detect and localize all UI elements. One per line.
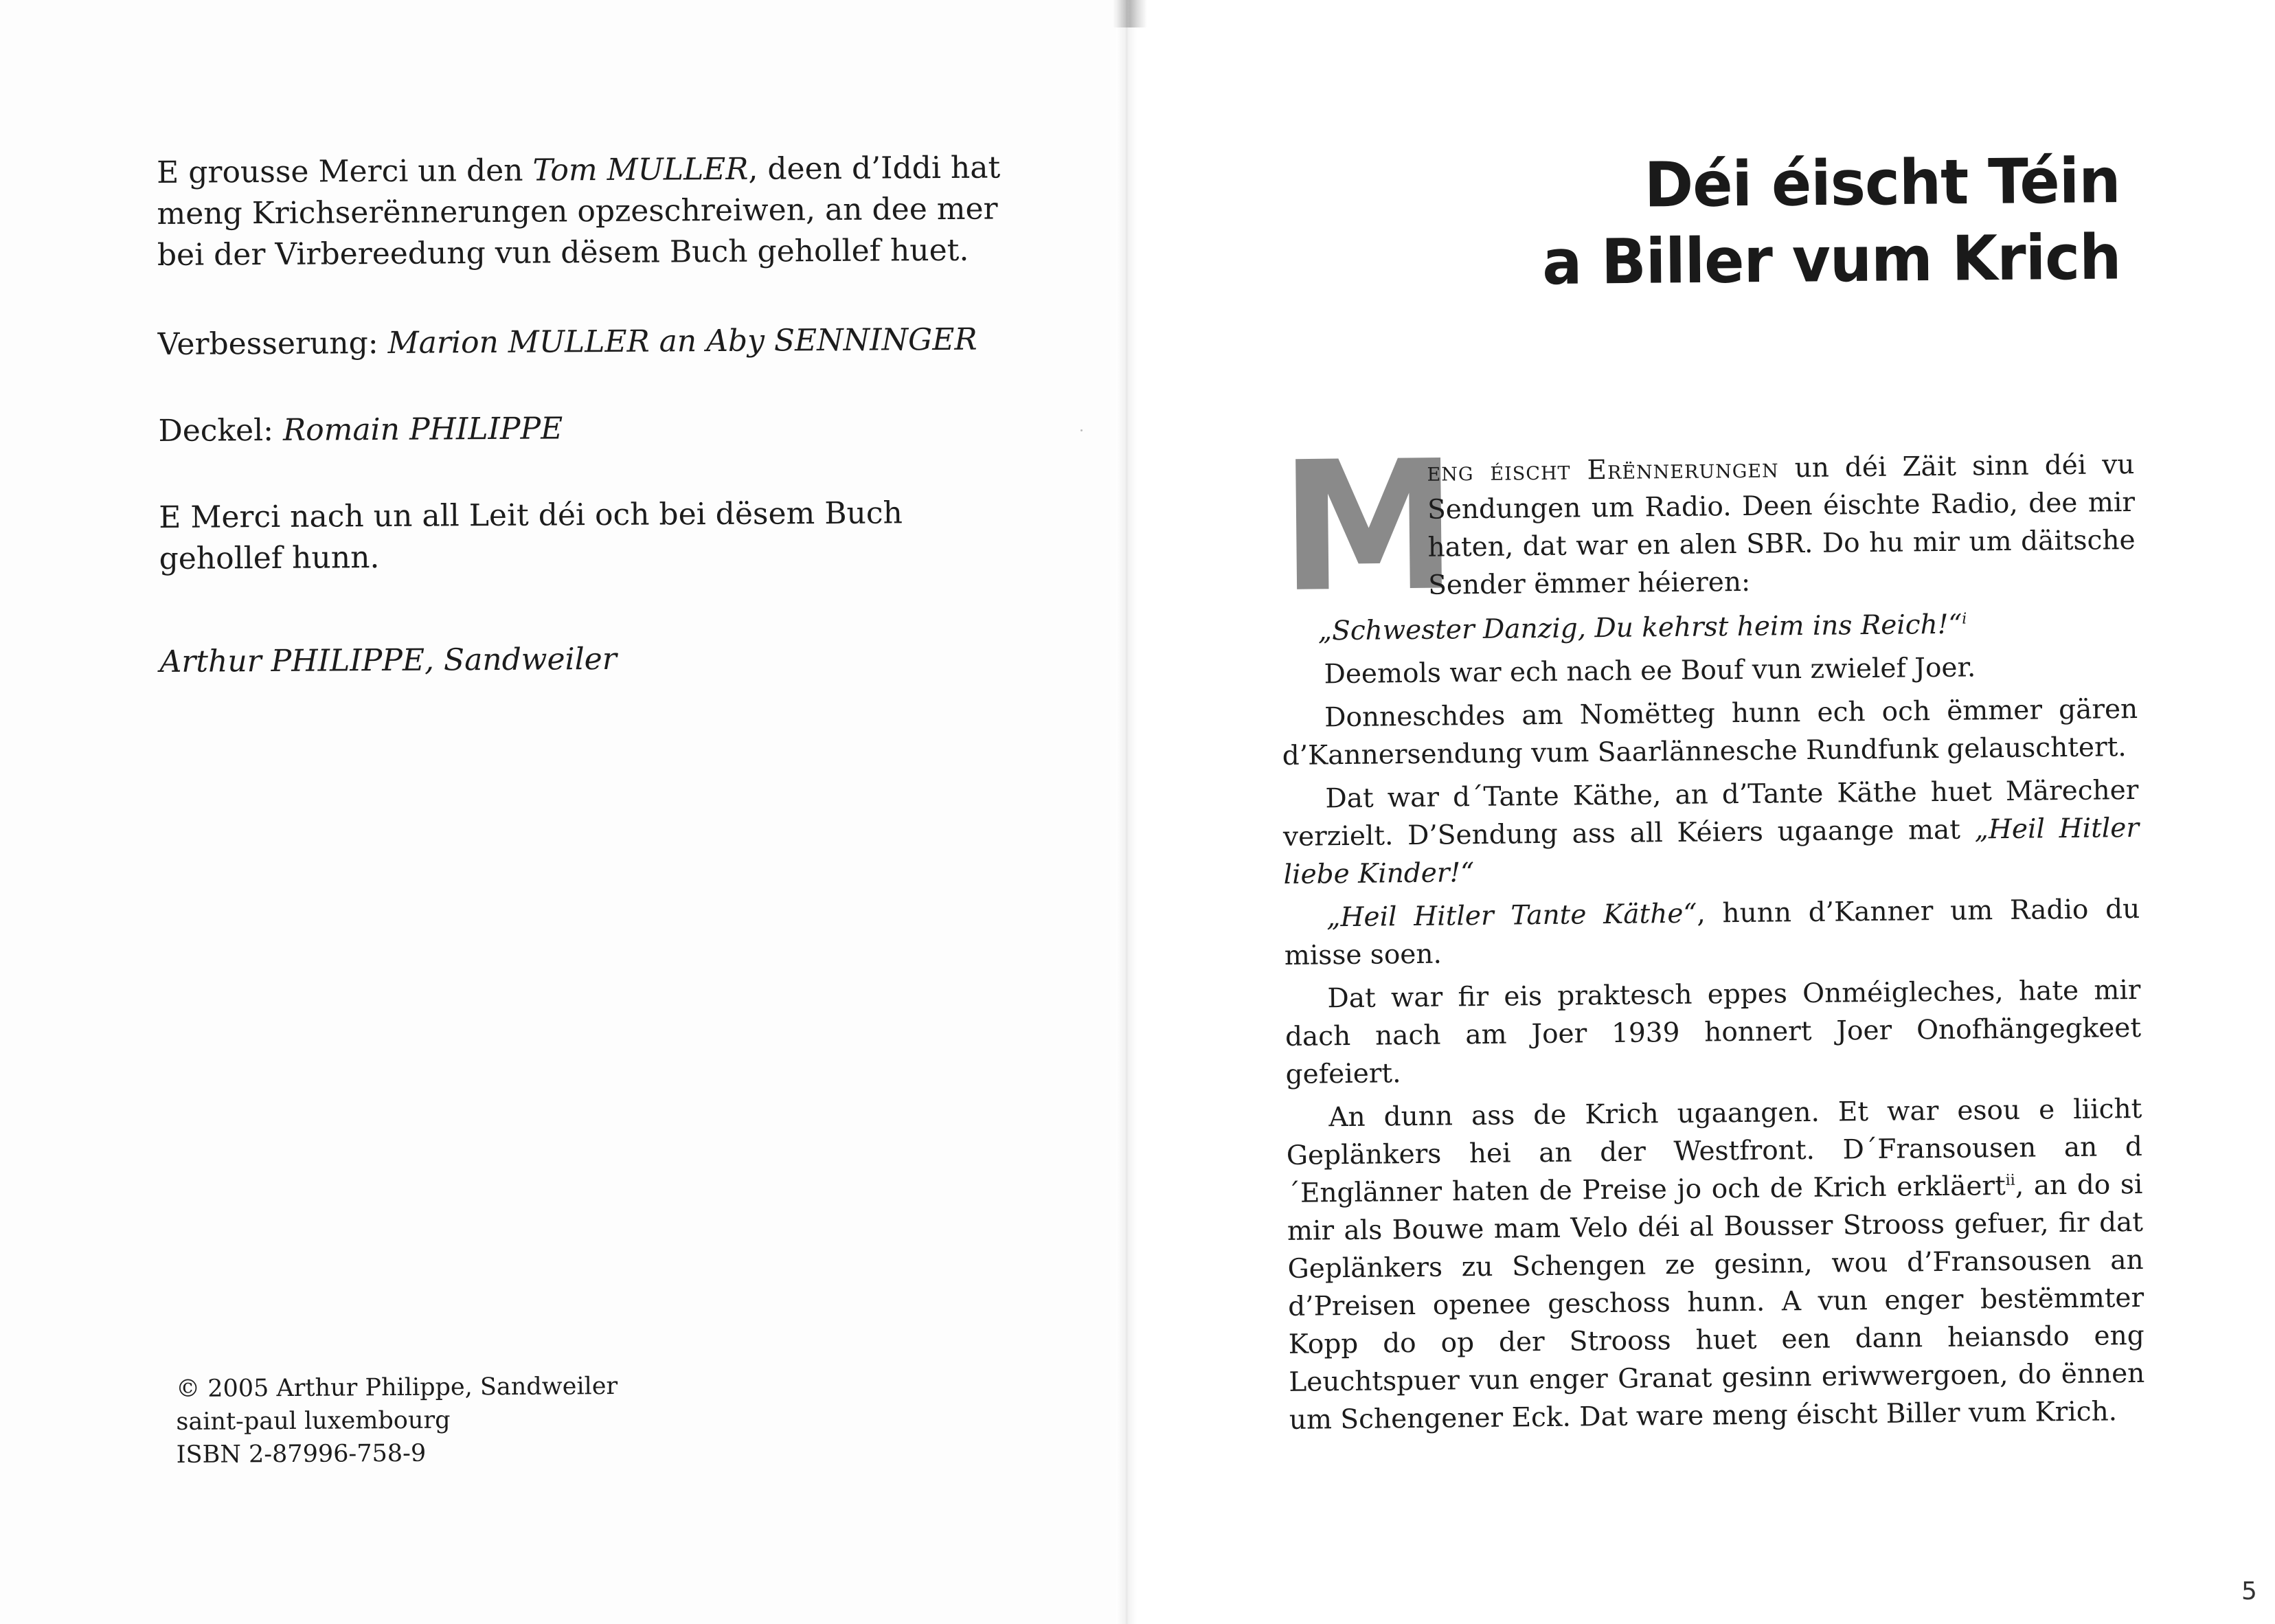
- paragraph-krich: An dunn ass de Krich ugaangen. Et war esou e liicht Geplänkers hei an der Westfront. D´Fransousen an d´Englänner haten de Preise jo och de Krich erkläert$^{ii}$, an do si mir als Bouwe mam Velo déi al Bousser Strooss gefuer, fir dat Geplänkers zu Schengen ze gesinn, wou d’Fransousen an d’Preisen openee geschoss hunn. A vun enger bestëmmter Kopp do op der Strooss huet een dann heiansdo eng Leuchtspuer vun enger Granat gesinn eriwwergoen, do ënnen um Schengener Eck. Dat ware meng éischt Biller vum Krich.: [1286, 1093, 2145, 1436]
- ack-paragraph-muller: E grousse Merci un den Tom MULLER, deen d’Iddi hat meng Krichserënnerungen opzeschreiwen, an dee mer bei der Virbereedung vun dësem Buch gehollef huet.: [157, 150, 1001, 273]
- chapter-title-line-2: a Biller vum Krich: [1541, 221, 2121, 300]
- quote-tante-kathe: „Heil Hitler Tante Käthe“: [1326, 898, 1697, 934]
- chapter-title: [1433, 143, 2121, 302]
- footnote-ref-i: i: [1962, 610, 1967, 628]
- correction-credit: Verbesserung: Marion MULLER an Aby SENNINGER: [157, 322, 977, 362]
- paragraph-kannersendung: Donneschdes am Nomëtteg hunn ech och ëmmer gären d’Kannersendung vum Saarlännesche Rundfunk gelauschtert.: [1282, 693, 2138, 771]
- chapter-body: [1278, 422, 2145, 1445]
- author-signature: Arthur PHILIPPE, Sandweiler: [159, 641, 617, 679]
- colophon: [176, 1370, 618, 1471]
- gutter-shadow: [1113, 0, 1147, 27]
- isbn-line: ISBN 2-87996-758-9: [176, 1439, 427, 1469]
- copyright-line: © 2005 Arthur Philippe, Sandweiler: [176, 1373, 618, 1403]
- acknowledgements: [157, 147, 1019, 731]
- paragraph-tante-kathe: Dat war d´Tante Käthe, an d’Tante Käthe huet Märecher verzielt. D’Sendung ass all Kéiers ugaange mat „Heil Hitler liebe Kinder!“: [1282, 774, 2140, 890]
- correction-names: Marion MULLER an Aby SENNINGER: [387, 322, 977, 361]
- opening-lines: eng éischt Erënnerungen un déi Zäit sinn déi vu Sendungen um Radio. Deen éischte Radio, dee mir haten, dat war en alen SBR. Do hu mir um däitsche Sender ëmmer héieren:: [1427, 449, 2136, 601]
- ack-name-muller: Tom MULLER: [532, 151, 749, 188]
- quote-danzig: „Schwester Danzig, Du kehrst heim ins Reich!“$^i$: [1317, 609, 1967, 647]
- paragraph-bouf: Deemols war ech nach ee Bouf vun zwielef Joer.: [1324, 652, 1976, 690]
- footnote-ref-ii: ii: [2005, 1171, 2015, 1189]
- scan-speck: [1080, 429, 1083, 431]
- thanks-all: E Merci nach un all Leit déi och bei dësem Buch gehollef hunn.: [159, 495, 903, 576]
- cover-credit: Deckel: Romain PHILIPPE: [158, 411, 563, 449]
- quote-liebe-kinder: „Heil Hitler liebe Kinder!“: [1283, 812, 2140, 890]
- book-gutter: [1116, 0, 1137, 1624]
- paragraph-heil-reply: „Heil Hitler Tante Käthe“, hunn d’Kanner um Radio du misse soen.: [1284, 893, 2140, 971]
- publisher-line: saint-paul luxembourg: [176, 1406, 451, 1436]
- chapter-title-line-1: Déi éischt Téin: [1644, 145, 2120, 222]
- page-number: 5: [2241, 1577, 2257, 1605]
- left-page: [0, 0, 1127, 1624]
- paragraph-onofhangegkeet: Dat war fir eis praktesch eppes Onméigleches, hate mir dach nach am Joer 1939 honnert Joer Onofhängegkeet gefeiert.: [1284, 974, 2142, 1090]
- opening-small-caps: eng éischt Erënnerungen: [1427, 453, 1779, 488]
- cover-name: Romain PHILIPPE: [282, 411, 563, 448]
- drop-cap: M: [1278, 422, 1453, 632]
